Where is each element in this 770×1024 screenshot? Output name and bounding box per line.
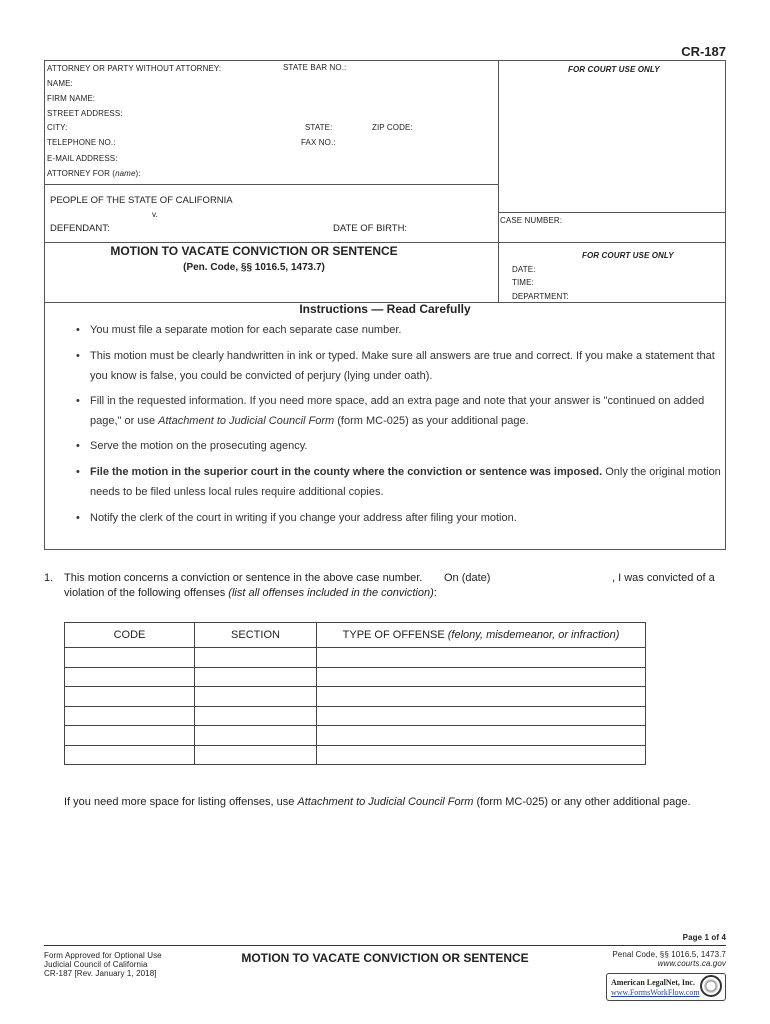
- more-space-text: If you need more space for listing offenses, use: [64, 796, 298, 808]
- offense-type-cell[interactable]: [317, 745, 646, 765]
- name-label: NAME:: [47, 79, 73, 88]
- table-row: [65, 706, 646, 726]
- instruction-text-end: (form MC-025) as your additional page.: [334, 415, 529, 427]
- phone-label: TELEPHONE NO.:: [47, 138, 116, 147]
- attorney-for-label: ATTORNEY FOR (: [47, 169, 116, 178]
- court-use-bottom: [498, 212, 726, 213]
- footer-rule: [44, 945, 726, 946]
- email-label: E-MAIL ADDRESS:: [47, 154, 118, 163]
- item1-line2-italic: (list all offenses included in the conviction): [228, 587, 434, 599]
- section-cell[interactable]: [195, 726, 317, 746]
- instruction-text: This motion must be clearly handwritten in ink or typed. Make sure all answers are true and correct. If you make a statement that you know is false, you could be convicted of perjury (lying under oath).: [90, 350, 715, 382]
- legalnet-name: American LegalNet, Inc.: [611, 978, 695, 987]
- table-row: [65, 667, 646, 687]
- zip-label: ZIP CODE:: [372, 123, 413, 132]
- instruction-text-end: Only the original motion needs to be filed unless local rules require additional copies.: [90, 466, 721, 498]
- section-cell[interactable]: [195, 667, 317, 687]
- fax-label: FAX NO.:: [301, 138, 336, 147]
- offense-type-header-text: TYPE OF OFFENSE: [342, 629, 448, 641]
- dob-label: DATE OF BIRTH:: [333, 223, 408, 234]
- section-cell[interactable]: [195, 706, 317, 726]
- more-space-form-ref: Attachment to Judicial Council Form: [297, 796, 474, 808]
- council-label: Judicial Council of California: [44, 960, 148, 969]
- header-top-border: [44, 60, 726, 61]
- code-cell[interactable]: [65, 745, 195, 765]
- section-cell[interactable]: [195, 745, 317, 765]
- state-label: STATE:: [305, 123, 333, 132]
- table-row: [65, 687, 646, 707]
- court-use-divider: [498, 60, 499, 302]
- offense-type-cell[interactable]: [317, 648, 646, 668]
- instruction-text: Notify the clerk of the court in writing if you change your address after filing your motion.: [90, 512, 517, 524]
- instructions-heading: Instructions — Read Carefully: [299, 302, 471, 316]
- item1-line2-colon: :: [433, 587, 437, 599]
- firm-label: FIRM NAME:: [47, 94, 96, 103]
- department-label: DEPARTMENT:: [512, 292, 569, 301]
- instruction-text-bold: File the motion in the superior court in the county where the conviction or sentence was imposed.: [90, 466, 603, 478]
- instruction-item: [76, 436, 726, 456]
- offense-type-cell[interactable]: [317, 687, 646, 707]
- attorney-block-bottom: [44, 184, 498, 185]
- instructions-bottom: [44, 549, 726, 550]
- offense-type-header-hint: (felony, misdemeanor, or infraction): [447, 629, 620, 641]
- penal-code-ref: Penal Code, §§ 1016.5, 1473.7: [612, 950, 726, 959]
- people-label: PEOPLE OF THE STATE OF CALIFORNIA: [50, 195, 233, 206]
- code-cell[interactable]: [65, 706, 195, 726]
- code-header: CODE: [65, 623, 195, 648]
- offense-table-header: [65, 623, 646, 648]
- code-cell[interactable]: [65, 687, 195, 707]
- instruction-item: [76, 391, 726, 431]
- instruction-item: [76, 320, 726, 340]
- instruction-item: [76, 346, 726, 386]
- code-cell[interactable]: [65, 667, 195, 687]
- more-space-text-end: (form MC-025) or any other additional page.: [473, 796, 691, 808]
- attorney-label: ATTORNEY OR PARTY WITHOUT ATTORNEY:: [47, 64, 222, 73]
- form-code: CR-187: [681, 44, 726, 59]
- section-header: SECTION: [195, 623, 317, 648]
- attorney-for-row: [47, 169, 141, 178]
- revision-label: CR-187 [Rev. January 1, 2018]: [44, 969, 157, 978]
- seal-icon: [700, 975, 722, 997]
- page-number: Page 1 of 4: [682, 933, 726, 942]
- city-label: CITY:: [47, 123, 68, 132]
- versus-label: v.: [152, 210, 158, 219]
- conviction-date-label: On (date): [444, 572, 491, 584]
- item1-text: This motion concerns a conviction or sentence in the above case number.: [64, 572, 423, 584]
- attorney-for-close: ):: [135, 169, 141, 178]
- instruction-text: Serve the motion on the prosecuting agency.: [90, 440, 308, 452]
- table-row: [65, 745, 646, 765]
- offense-table: [64, 622, 646, 765]
- code-cell[interactable]: [65, 648, 195, 668]
- attachment-form-ref: Attachment to Judicial Council Form: [158, 415, 335, 427]
- approved-label: Form Approved for Optional Use: [44, 951, 162, 960]
- instruction-text: Fill in the requested information. If you need more space, add an extra page and note that your answer is "continued on added page," or use: [90, 395, 705, 427]
- legalnet-link[interactable]: www.FormsWorkFlow.com: [611, 988, 700, 997]
- table-row: [65, 648, 646, 668]
- offense-type-header: [317, 623, 646, 648]
- offense-type-cell[interactable]: [317, 726, 646, 746]
- street-label: STREET ADDRESS:: [47, 109, 123, 118]
- form-title: MOTION TO VACATE CONVICTION OR SENTENCE: [110, 244, 398, 258]
- footer-title: MOTION TO VACATE CONVICTION OR SENTENCE: [241, 951, 529, 965]
- courts-site: www.courts.ca.gov: [657, 959, 726, 968]
- more-space-note: [64, 796, 691, 808]
- item1-line2: [64, 587, 437, 599]
- conviction-date-field[interactable]: [496, 573, 604, 587]
- form-subtitle: (Pen. Code, §§ 1016.5, 1473.7): [183, 262, 325, 273]
- section-cell[interactable]: [195, 648, 317, 668]
- court-use-label: FOR COURT USE ONLY: [568, 65, 660, 74]
- attorney-for-name-hint: name: [115, 169, 136, 178]
- defendant-label: DEFENDANT:: [50, 223, 110, 234]
- instruction-item: [76, 508, 726, 528]
- hearing-time-label: TIME:: [512, 278, 534, 287]
- instruction-item: [76, 462, 726, 502]
- section-cell[interactable]: [195, 687, 317, 707]
- state-bar-label: STATE BAR NO.:: [283, 63, 347, 72]
- convicted-text: , I was convicted of a: [612, 572, 715, 584]
- case-number-label: CASE NUMBER:: [500, 216, 563, 225]
- offense-type-cell[interactable]: [317, 667, 646, 687]
- code-cell[interactable]: [65, 726, 195, 746]
- table-row: [65, 726, 646, 746]
- caption-bottom: [44, 242, 726, 243]
- court-use-label-2: FOR COURT USE ONLY: [582, 251, 674, 260]
- offense-type-cell[interactable]: [317, 706, 646, 726]
- hearing-date-label: DATE:: [512, 265, 536, 274]
- item1-line2-text: violation of the following offenses: [64, 587, 229, 599]
- item1-number: 1.: [44, 572, 54, 584]
- instruction-text: You must file a separate motion for each separate case number.: [90, 324, 402, 336]
